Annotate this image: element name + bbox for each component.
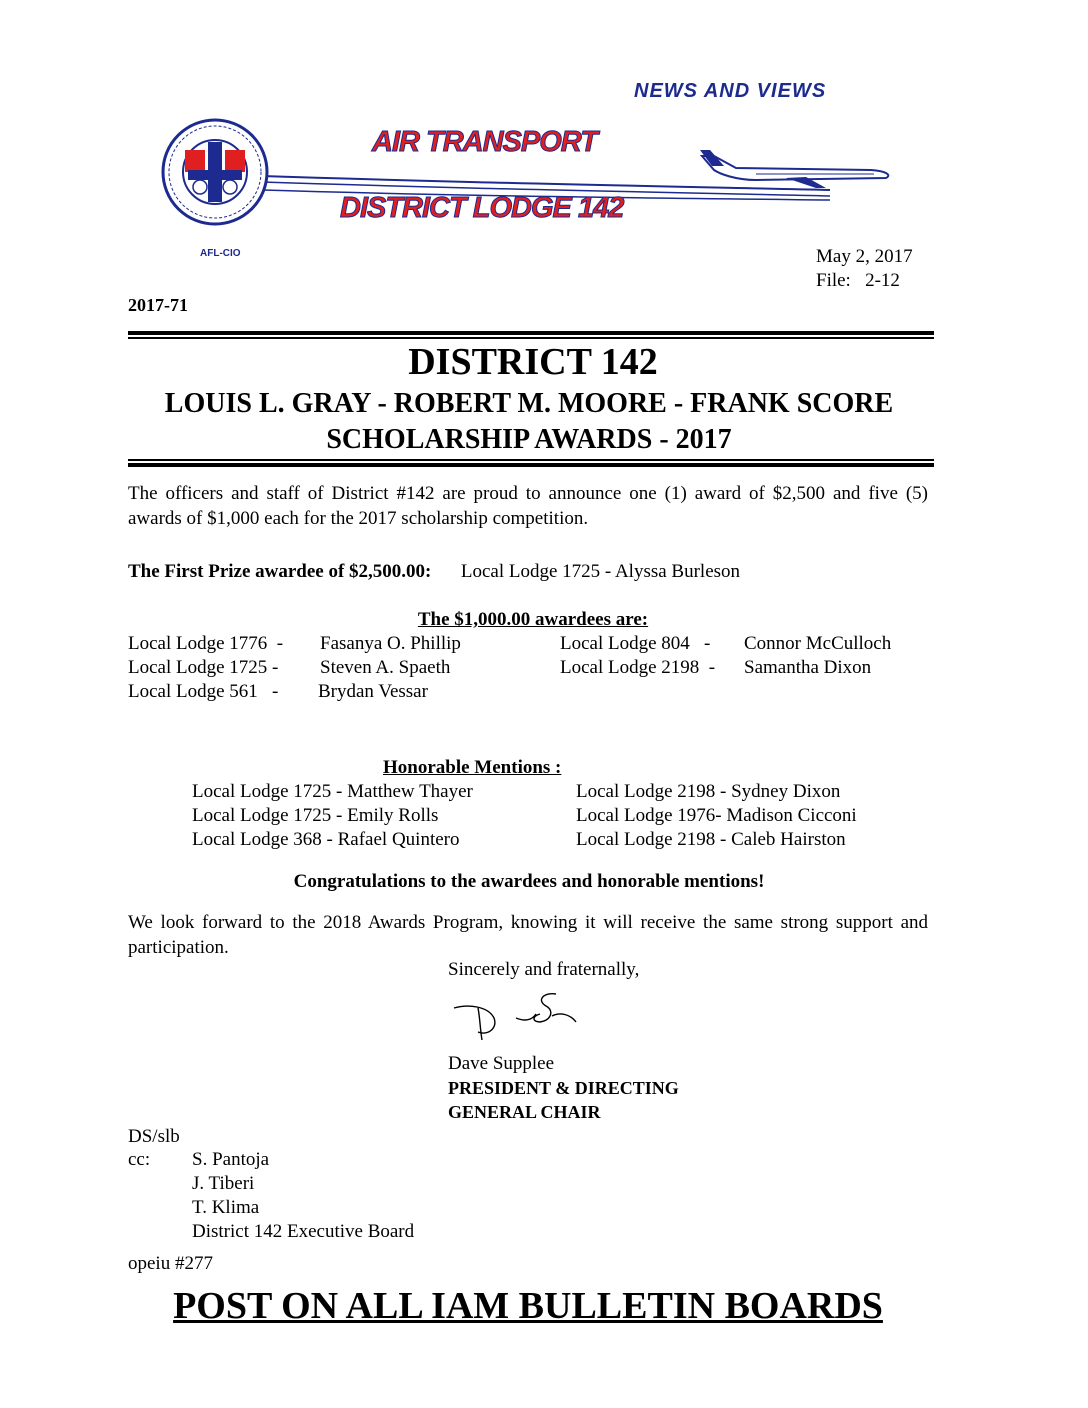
opeiu-code: opeiu #277: [128, 1253, 213, 1274]
initials: DS/slb: [128, 1126, 180, 1147]
awardees-heading: The $1,000.00 awardees are:: [417, 609, 649, 630]
list-item: Local Lodge 561 - Brydan Vessar: [128, 681, 428, 702]
handwritten-signature-icon: [448, 988, 588, 1044]
scholarship-names: LOUIS L. GRAY - ROBERT M. MOORE - FRANK SCORE: [164, 388, 894, 419]
post-notice: POST ON ALL IAM BULLETIN BOARDS: [173, 1285, 883, 1327]
first-prize-line: [128, 560, 740, 584]
salutation: Sincerely and fraternally,: [448, 959, 640, 980]
list-item: Local Lodge 2198 - Sydney Dixon: [576, 781, 841, 802]
signer-name: Dave Supplee: [448, 1053, 555, 1074]
list-item: Local Lodge 1976- Madison Cicconi: [576, 805, 857, 826]
honorable-right-list: [576, 780, 857, 852]
district-lodge-heading: DISTRICT LODGE 142: [340, 192, 624, 224]
news-and-views-heading: NEWS AND VIEWS: [634, 80, 827, 102]
date: May 2, 2017: [816, 246, 913, 267]
list-item: Local Lodge 368 - Rafael Quintero: [192, 829, 460, 850]
list-item: Local Lodge 804 - Connor McCulloch: [560, 633, 892, 654]
cc-item: District 142 Executive Board: [192, 1221, 415, 1242]
bottom-rule-thin: [128, 459, 934, 461]
cc-list: [192, 1148, 414, 1244]
air-transport-heading: AIR TRANSPORT: [372, 126, 597, 158]
awardees-left-list: [128, 632, 461, 704]
list-item: Local Lodge 2198 - Samantha Dixon: [560, 657, 872, 678]
page-title: DISTRICT 142: [408, 341, 658, 383]
file-number: File: 2-12: [816, 270, 900, 291]
list-item: Local Lodge 1776 - Fasanya O. Phillip: [128, 633, 461, 654]
list-item: Local Lodge 1725 - Matthew Thayer: [192, 781, 473, 802]
document-number: 2017-71: [128, 295, 188, 315]
signer-title-1: PRESIDENT & DIRECTING: [448, 1078, 679, 1098]
congratulations-line: Congratulations to the awardees and honorable mentions!: [293, 871, 765, 892]
awardees-right-list: [560, 632, 891, 680]
bottom-rule: [128, 463, 934, 467]
intro-paragraph: The officers and staff of District #142 are proud to announce one (1) award of $2,500 and five (5) awards of $1,000 each for the 2017 scholarship competition.: [128, 483, 928, 529]
list-item: Local Lodge 1725 - Emily Rolls: [192, 805, 439, 826]
iam-union-seal-icon: [160, 112, 270, 242]
honorable-left-list: [192, 780, 473, 852]
list-item: Local Lodge 1725 - Steven A. Spaeth: [128, 657, 451, 678]
honorable-mentions-heading: Honorable Mentions :: [383, 757, 562, 778]
top-rule: [128, 331, 934, 335]
jet-airplane-icon: [696, 144, 896, 190]
first-prize-awardee: Local Lodge 1725 - Alyssa Burleson: [460, 561, 741, 582]
cc-label: cc:: [128, 1149, 151, 1170]
cc-item: S. Pantoja: [192, 1149, 270, 1170]
afl-cio-label: AFL-CIO: [200, 248, 241, 259]
top-rule-thin: [128, 337, 934, 339]
closing-paragraph: We look forward to the 2018 Awards Program, knowing it will receive the same strong support and participation.: [128, 912, 928, 958]
first-prize-label: The First Prize awardee of $2,500.00:: [128, 561, 432, 582]
list-item: Local Lodge 2198 - Caleb Hairston: [576, 829, 846, 850]
signer-title-2: GENERAL CHAIR: [448, 1102, 601, 1122]
cc-item: J. Tiberi: [192, 1173, 255, 1194]
scholarship-title: SCHOLARSHIP AWARDS - 2017: [326, 424, 732, 455]
cc-item: T. Klima: [192, 1197, 260, 1218]
